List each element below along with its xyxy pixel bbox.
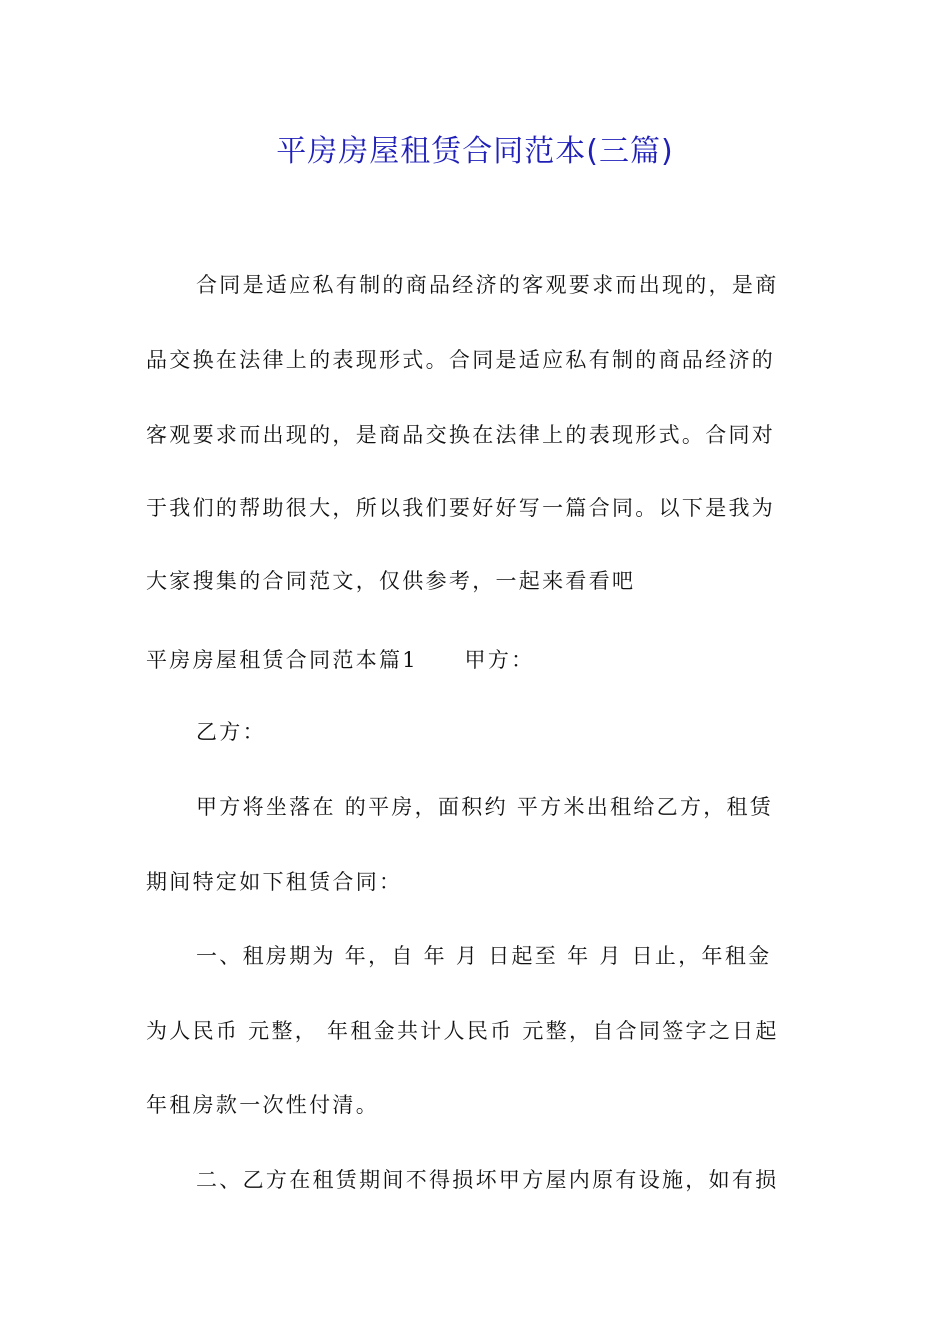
clause-line: 一、租房期为 年，自 年 月 日起至 年 月 日止，年租金 [196, 944, 772, 968]
paragraph-line: 大家搜集的合同范文，仅供参考，一起来看看吧 [146, 569, 636, 593]
paragraph-line: 品交换在法律上的表现形式。合同是适应私有制的商品经济的 [146, 348, 776, 372]
section-heading: 平房房屋租赁合同范本篇1 甲方： [146, 648, 535, 672]
paragraph-line: 于我们的帮助很大，所以我们要好好写一篇合同。以下是我为 [146, 496, 776, 520]
paragraph-line: 甲方将坐落在 的平房，面积约 平方米出租给乙方，租赁 [196, 795, 774, 819]
clause-line: 为人民币 元整， 年租金共计人民币 元整，自合同签字之日起 [146, 1019, 779, 1043]
paragraph-line: 客观要求而出现的，是商品交换在法律上的表现形式。合同对 [146, 423, 776, 447]
document-title: 平房房屋租赁合同范本(三篇) [276, 134, 674, 169]
clause-line: 年租房款一次性付清。 [146, 1093, 379, 1117]
paragraph-line: 合同是适应私有制的商品经济的客观要求而出现的，是商 [196, 273, 779, 297]
clause-line: 二、乙方在租赁期间不得损坏甲方屋内原有设施，如有损 [196, 1168, 779, 1192]
party-b-line: 乙方： [196, 720, 266, 744]
paragraph-line: 期间特定如下租赁合同： [146, 870, 403, 894]
